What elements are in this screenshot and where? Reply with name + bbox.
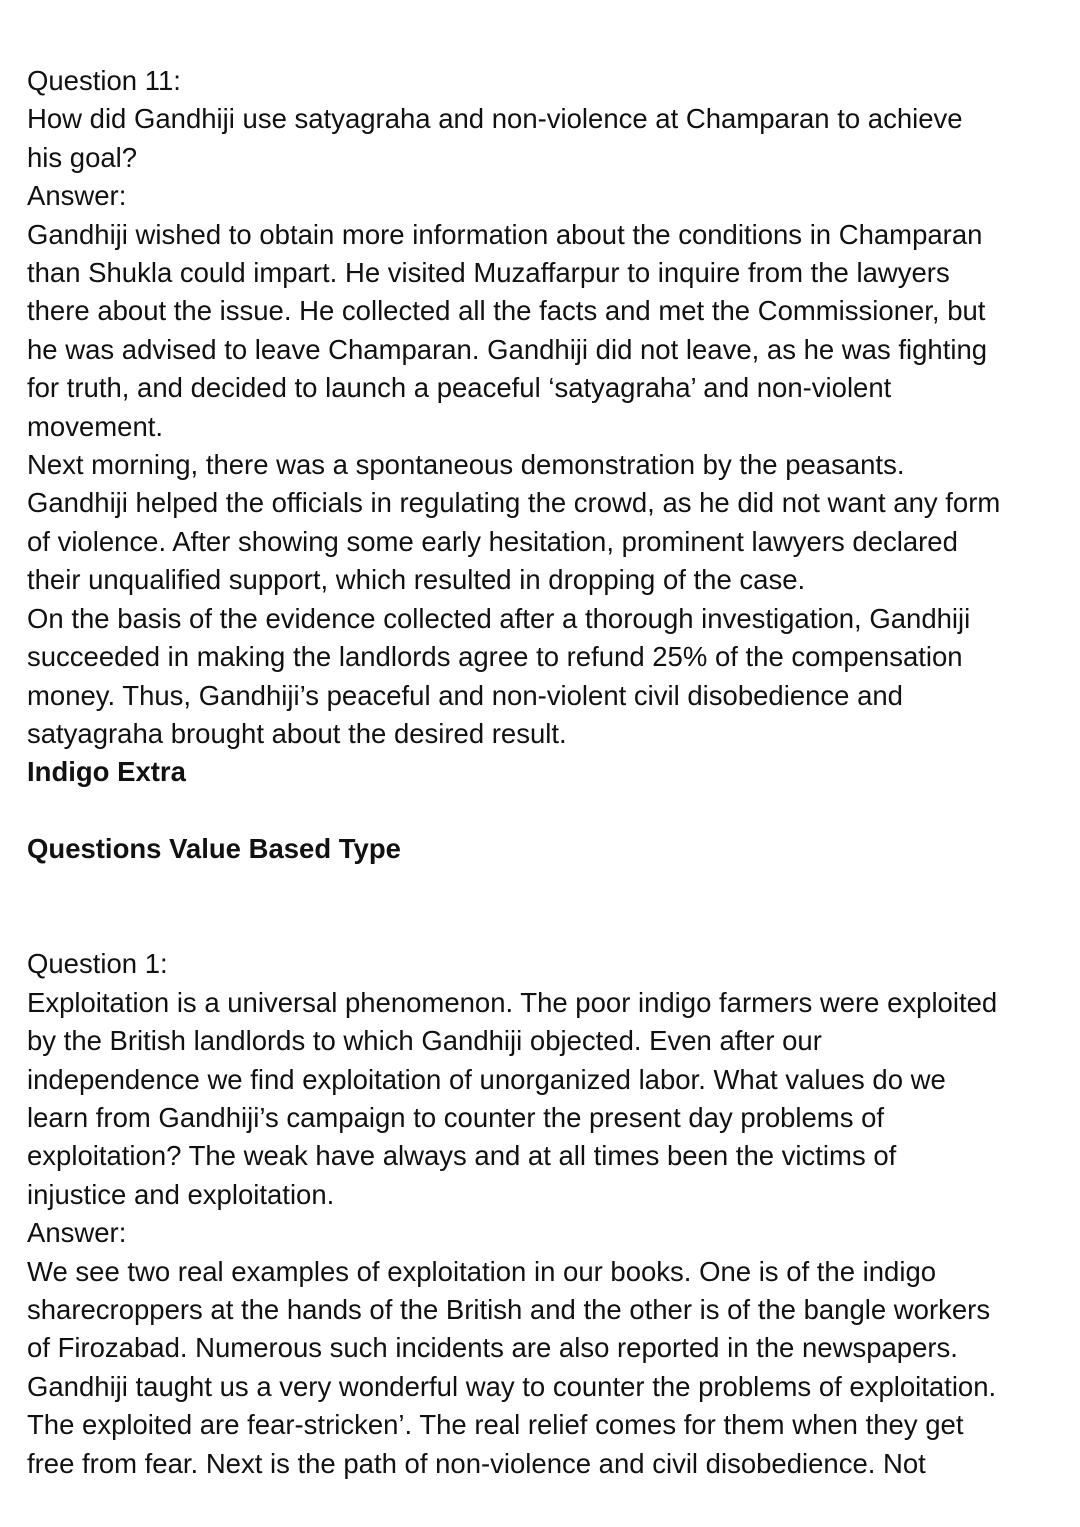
answer-11-text-line: their unqualified support, which resulted in dropping of the case. — [27, 564, 806, 596]
question-11-text-line: How did Gandhiji use satyagraha and non-violence at Champaran to achieve — [27, 103, 963, 135]
answer-1-text-line: Gandhiji taught us a very wonderful way to counter the problems of exploitation. — [27, 1370, 997, 1402]
answer-11-label: Answer: — [27, 180, 127, 212]
question-11-text-line: his goal? — [27, 141, 138, 173]
answer-1-text-line: We see two real examples of exploitation in our books. One is of the indigo — [27, 1255, 937, 1287]
answer-1-text-line: free from fear. Next is the path of non-violence and civil disobedience. Not — [27, 1447, 926, 1479]
answer-11-text-line: of violence. After showing some early hesitation, prominent lawyers declared — [27, 525, 958, 557]
answer-11-text-line: satyagraha brought about the desired result. — [27, 717, 567, 749]
question-1-text-line: exploitation? The weak have always and at all times been the victims of — [27, 1140, 897, 1172]
answer-11-text-line: money. Thus, Gandhiji’s peaceful and non-violent civil disobedience and — [27, 679, 903, 711]
document-page — [27, 62, 1067, 1483]
question-1-label: Question 1: — [27, 948, 168, 980]
question-1-text-line: learn from Gandhiji’s campaign to counter the present day problems of — [27, 1101, 885, 1133]
answer-11-text-line: succeeded in making the landlords agree to refund 25% of the compensation — [27, 641, 963, 673]
indigo-extra-heading: Indigo Extra — [27, 756, 186, 788]
answer-11-text-line: for truth, and decided to launch a peaceful ‘satyagraha’ and non-violent — [27, 372, 892, 404]
answer-1-text-line: The exploited are fear-stricken’. The real relief comes for them when they get — [27, 1409, 964, 1441]
answer-11-text-line: On the basis of the evidence collected after a thorough investigation, Gandhiji — [27, 602, 971, 634]
value-based-heading: Questions Value Based Type — [27, 833, 401, 865]
answer-11-text-line: there about the issue. He collected all the facts and met the Commissioner, but — [27, 295, 986, 327]
spacer — [27, 792, 1067, 830]
question-1-text-line: injustice and exploitation. — [27, 1178, 335, 1210]
answer-11-text-line: movement. — [27, 410, 164, 442]
answer-1-text-line: of Firozabad. Numerous such incidents are also reported in the newspapers. — [27, 1332, 958, 1364]
answer-11-text-line: Gandhiji helped the officials in regulating the crowd, as he did not want any form — [27, 487, 1001, 519]
question-1-text-line: by the British landlords to which Gandhiji objected. Even after our — [27, 1025, 822, 1057]
question-11-block — [27, 62, 1067, 753]
spacer — [27, 869, 1067, 946]
question-1-text-line: independence we find exploitation of unorganized labor. What values do we — [27, 1063, 946, 1095]
answer-1-label: Answer: — [27, 1217, 127, 1249]
answer-11-text-line: Next morning, there was a spontaneous demonstration by the peasants. — [27, 449, 905, 481]
question-1-block — [27, 945, 1067, 1483]
answer-1-text-line: sharecroppers at the hands of the British and the other is of the bangle workers — [27, 1293, 991, 1325]
answer-11-text-line: than Shukla could impart. He visited Muzaffarpur to inquire from the lawyers — [27, 257, 950, 289]
question-1-text-line: Exploitation is a universal phenomenon. The poor indigo farmers were exploited — [27, 986, 998, 1018]
question-11-label: Question 11: — [27, 65, 181, 96]
answer-11-text-line: he was advised to leave Champaran. Gandhiji did not leave, as he was fighting — [27, 333, 988, 365]
answer-11-text-line: Gandhiji wished to obtain more information about the conditions in Champaran — [27, 218, 983, 250]
